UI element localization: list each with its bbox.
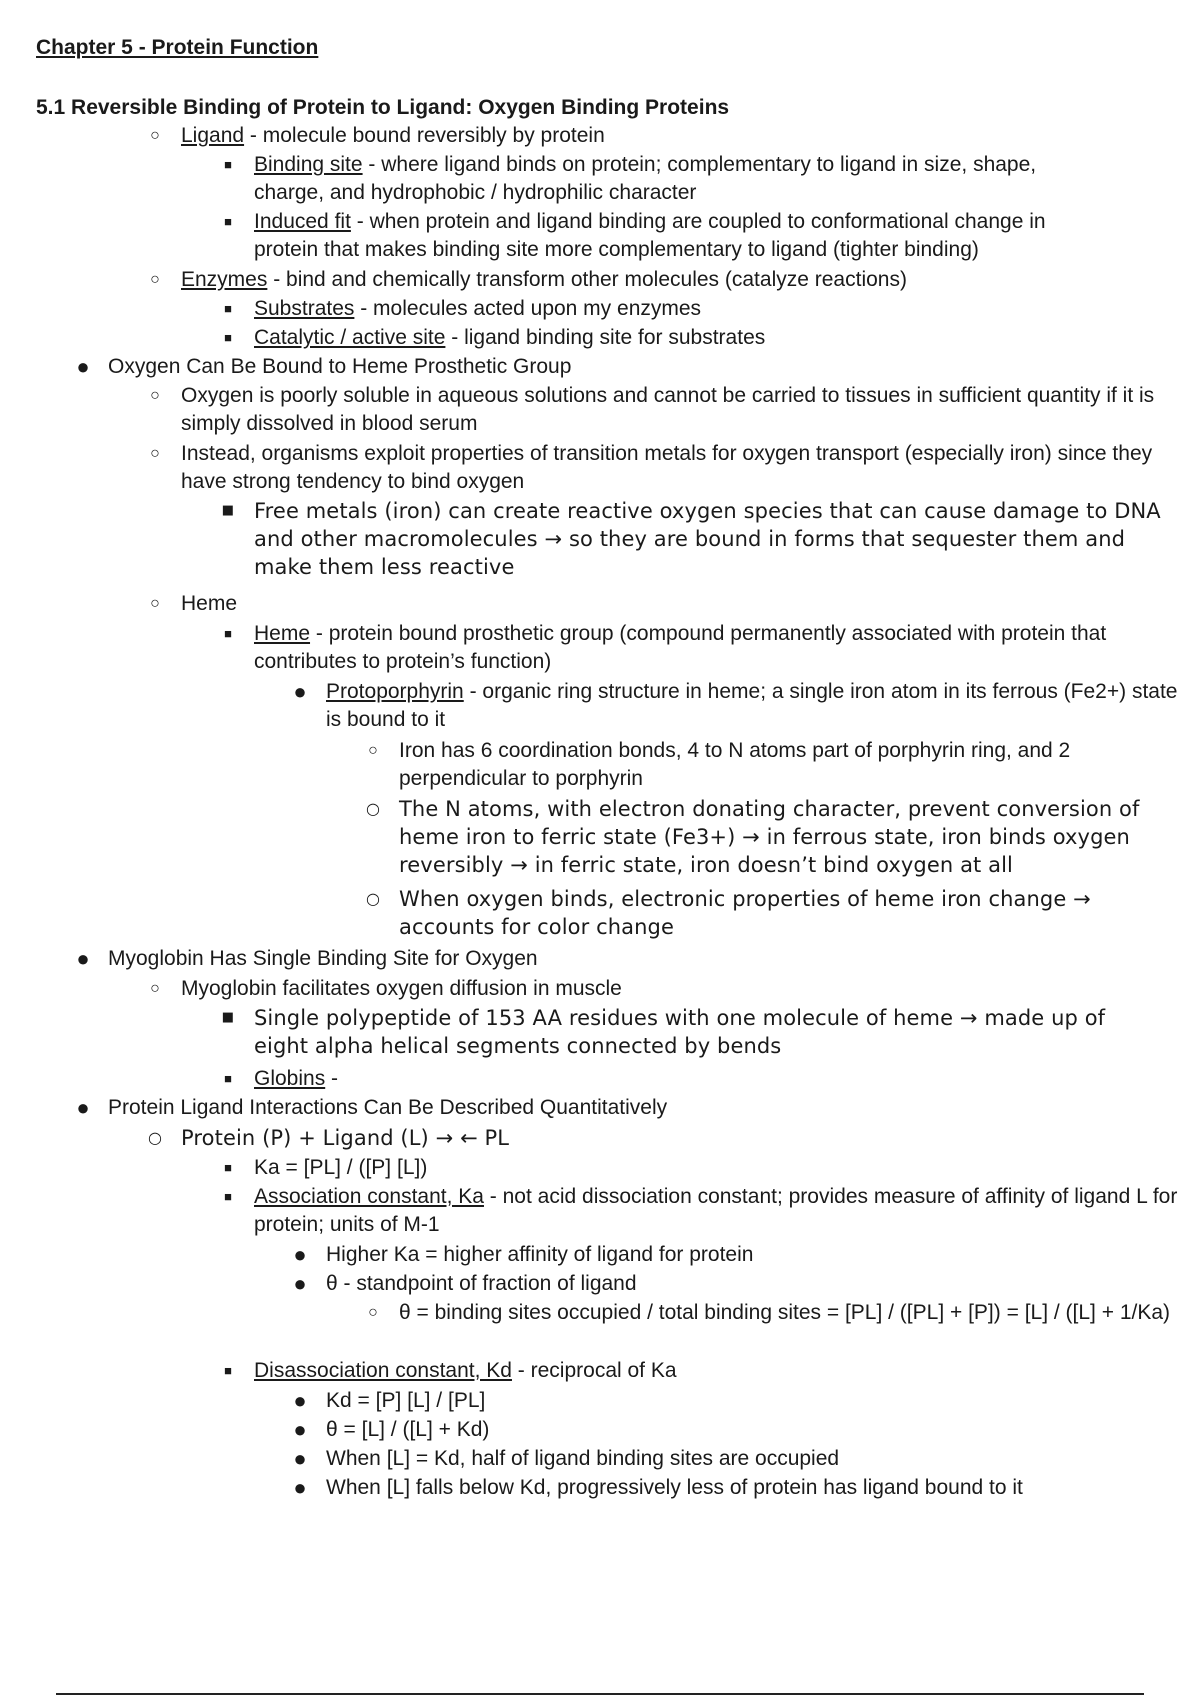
term-enzymes: Enzymes bbox=[181, 268, 268, 291]
substrates-definition: - molecules acted upon my enzymes bbox=[354, 297, 702, 320]
square-bullet-icon: ■ bbox=[224, 214, 232, 229]
term-association-constant: Association constant, Ka bbox=[254, 1185, 484, 1208]
list-item-catalytic-site bbox=[224, 324, 1200, 352]
list-item-quantitative-heading bbox=[76, 1094, 1200, 1122]
polypeptide-text: Single polypeptide of 153 AA residues with one molecule of heme → made up of eight alpha helical segments connected by bends bbox=[254, 1006, 1106, 1058]
list-item-free-metals bbox=[221, 497, 1180, 581]
list-item-oxygen-heme-heading bbox=[76, 353, 1200, 381]
association-constant-definition: - not acid dissociation constant; provides measure of affinity of ligand L for protein; units of M-1 bbox=[254, 1185, 1178, 1236]
filled-dot-bullet-icon: ● bbox=[293, 1271, 307, 1296]
protoporphyrin-definition: - organic ring structure in heme; a single iron atom in its ferrous (Fe2+) state is bound to it bbox=[326, 680, 1178, 731]
list-item-induced-fit bbox=[224, 208, 1080, 264]
list-item-theta-formula bbox=[368, 1299, 1171, 1327]
filled-dot-bullet-icon: ● bbox=[293, 1446, 307, 1471]
induced-fit-definition: - when protein and ligand binding are coupled to conformational change in protein that makes binding site more complementary to ligand (tighter binding) bbox=[254, 210, 1046, 261]
list-item-kd-formula bbox=[293, 1387, 1200, 1415]
square-bullet-icon: ■ bbox=[224, 1071, 232, 1086]
hollow-circle-bullet-icon: ○ bbox=[150, 595, 160, 612]
list-item-myoglobin-heading bbox=[76, 945, 1200, 973]
term-ligand: Ligand bbox=[181, 124, 245, 147]
list-item-iron-bonds bbox=[368, 737, 1120, 793]
filled-dot-bullet-icon: ● bbox=[293, 1475, 307, 1500]
filled-dot-bullet-icon: ● bbox=[76, 946, 90, 971]
filled-dot-bullet-icon: ● bbox=[76, 1095, 90, 1120]
myoglobin-heading: Myoglobin Has Single Binding Site for Oxygen bbox=[108, 947, 538, 970]
term-catalytic-site: Catalytic / active site bbox=[254, 326, 446, 349]
list-item-transition-metals bbox=[150, 440, 1160, 496]
square-bullet-icon: ■ bbox=[224, 301, 232, 316]
square-bullet-icon: ■ bbox=[224, 157, 232, 172]
term-heme: Heme bbox=[254, 622, 311, 645]
disassociation-constant-definition: - reciprocal of Ka bbox=[511, 1359, 677, 1382]
catalytic-site-definition: - ligand binding site for substrates bbox=[445, 326, 766, 349]
iron-bonds-text: Iron has 6 coordination bonds, 4 to N atoms part of porphyrin ring, and 2 perpendicular to porphyrin bbox=[399, 739, 1071, 790]
list-item-ka-formula bbox=[224, 1154, 1200, 1182]
transition-metals-text: Instead, organisms exploit properties of transition metals for oxygen transport (especially iron) since they have strong tendency to bind oxygen bbox=[181, 442, 1153, 493]
list-item-protoporphyrin bbox=[293, 678, 1192, 734]
list-item-higher-ka bbox=[293, 1241, 1200, 1269]
hollow-circle-bullet-icon: ○ bbox=[147, 1128, 163, 1147]
term-globins: Globins bbox=[254, 1067, 326, 1090]
list-item-color-change bbox=[365, 885, 1140, 941]
heme-definition: - protein bound prosthetic group (compound permanently associated with protein that contributes to protein’s function) bbox=[254, 622, 1107, 673]
list-item-disassociation-constant bbox=[224, 1357, 1200, 1385]
hollow-circle-bullet-icon: ○ bbox=[150, 980, 160, 997]
list-item-equilibrium bbox=[147, 1124, 1200, 1152]
oxygen-heme-heading: Oxygen Can Be Bound to Heme Prosthetic Group bbox=[108, 355, 572, 378]
square-bullet-icon: ■ bbox=[224, 330, 232, 345]
square-bullet-icon: ■ bbox=[221, 1010, 235, 1025]
hollow-circle-bullet-icon: ○ bbox=[150, 127, 160, 144]
filled-dot-bullet-icon: ● bbox=[293, 1242, 307, 1267]
list-item-oxygen-solubility bbox=[150, 382, 1192, 438]
filled-dot-bullet-icon: ● bbox=[293, 1417, 307, 1442]
hollow-circle-bullet-icon: ○ bbox=[150, 271, 160, 288]
globins-definition: - bbox=[325, 1067, 339, 1090]
square-bullet-icon: ■ bbox=[221, 503, 235, 518]
square-bullet-icon: ■ bbox=[224, 1160, 232, 1175]
list-item-falls-below bbox=[293, 1474, 1200, 1502]
list-item-n-atoms bbox=[365, 795, 1186, 879]
list-item-half-occupied bbox=[293, 1445, 1200, 1473]
higher-ka-text: Higher Ka = higher affinity of ligand for protein bbox=[326, 1243, 754, 1266]
falls-below-text: When [L] falls below Kd, progressively less of protein has ligand bound to it bbox=[326, 1476, 1023, 1499]
theta-kd-text: θ = [L] / ([L] + Kd) bbox=[326, 1418, 490, 1441]
quantitative-heading: Protein Ligand Interactions Can Be Described Quantitatively bbox=[108, 1096, 668, 1119]
theta-standpoint-text: θ - standpoint of fraction of ligand bbox=[326, 1272, 637, 1295]
list-item-polypeptide bbox=[221, 1004, 1150, 1060]
list-item-binding-site bbox=[224, 151, 1080, 207]
list-item-ligand bbox=[150, 122, 1200, 150]
term-disassociation-constant: Disassociation constant, Kd bbox=[254, 1359, 512, 1382]
half-occupied-text: When [L] = Kd, half of ligand binding sites are occupied bbox=[326, 1447, 840, 1470]
ligand-definition: - molecule bound reversibly by protein bbox=[244, 124, 605, 147]
color-change-text: When oxygen binds, electronic properties of heme iron change → accounts for color change bbox=[399, 887, 1091, 939]
list-item-heme-definition bbox=[224, 620, 1140, 676]
square-bullet-icon: ■ bbox=[224, 1189, 232, 1204]
term-substrates: Substrates bbox=[254, 297, 355, 320]
hollow-circle-bullet-icon: ○ bbox=[150, 387, 160, 404]
enzymes-definition: - bind and chemically transform other molecules (catalyze reactions) bbox=[267, 268, 907, 291]
list-item-theta-standpoint bbox=[293, 1270, 1200, 1298]
list-item-myoglobin-diffusion bbox=[150, 975, 1200, 1003]
list-item-enzymes bbox=[150, 266, 1200, 294]
list-item-substrates bbox=[224, 295, 1200, 323]
filled-dot-bullet-icon: ● bbox=[76, 354, 90, 379]
oxygen-solubility-text: Oxygen is poorly soluble in aqueous solutions and cannot be carried to tissues in sufficient quantity if it is simply dissolved in blood serum bbox=[181, 384, 1155, 435]
heme-heading: Heme bbox=[181, 592, 238, 615]
term-protoporphyrin: Protoporphyrin bbox=[326, 680, 464, 703]
term-induced-fit: Induced fit bbox=[254, 210, 351, 233]
myoglobin-diffusion-text: Myoglobin facilitates oxygen diffusion in muscle bbox=[181, 977, 622, 1000]
list-item-heme-heading bbox=[150, 590, 1200, 618]
hollow-circle-bullet-icon: ○ bbox=[365, 799, 381, 818]
hollow-circle-bullet-icon: ○ bbox=[368, 742, 378, 759]
kd-formula-text: Kd = [P] [L] / [PL] bbox=[326, 1389, 486, 1412]
list-item-association-constant bbox=[224, 1183, 1192, 1239]
hollow-circle-bullet-icon: ○ bbox=[368, 1304, 378, 1321]
square-bullet-icon: ■ bbox=[224, 1363, 232, 1378]
chapter-title: Chapter 5 - Protein Function bbox=[36, 36, 319, 59]
equilibrium-text: Protein (P) + Ligand (L) → ← PL bbox=[181, 1126, 510, 1150]
theta-formula-text: θ = binding sites occupied / total binding sites = [PL] / ([PL] + [P]) = [L] / ([L] + 1/Ka) bbox=[399, 1301, 1171, 1324]
filled-dot-bullet-icon: ● bbox=[293, 1388, 307, 1413]
section-title: 5.1 Reversible Binding of Protein to Ligand: Oxygen Binding Proteins bbox=[36, 96, 730, 119]
hollow-circle-bullet-icon: ○ bbox=[150, 445, 160, 462]
list-item-theta-kd bbox=[293, 1416, 1200, 1444]
ka-formula-text: Ka = [PL] / ([P] [L]) bbox=[254, 1156, 428, 1179]
square-bullet-icon: ■ bbox=[224, 626, 232, 641]
term-binding-site: Binding site bbox=[254, 153, 363, 176]
filled-dot-bullet-icon: ● bbox=[293, 679, 307, 704]
n-atoms-text: The N atoms, with electron donating character, prevent conversion of heme iron to ferric state (Fe3+) → in ferrous state, iron binds oxygen reversibly → in ferric state, iron doesn’t bind oxygen at all bbox=[399, 797, 1140, 877]
hollow-circle-bullet-icon: ○ bbox=[365, 889, 381, 908]
page-bottom-rule bbox=[56, 1693, 1144, 1695]
free-metals-text: Free metals (iron) can create reactive oxygen species that can cause damage to DNA and other macromolecules → so they are bound in forms that sequester them and make them less reactive bbox=[254, 499, 1161, 579]
binding-site-definition: - where ligand binds on protein; complementary to ligand in size, shape, charge, and hydrophobic / hydrophilic character bbox=[254, 153, 1037, 204]
list-item-globins bbox=[224, 1065, 1200, 1093]
